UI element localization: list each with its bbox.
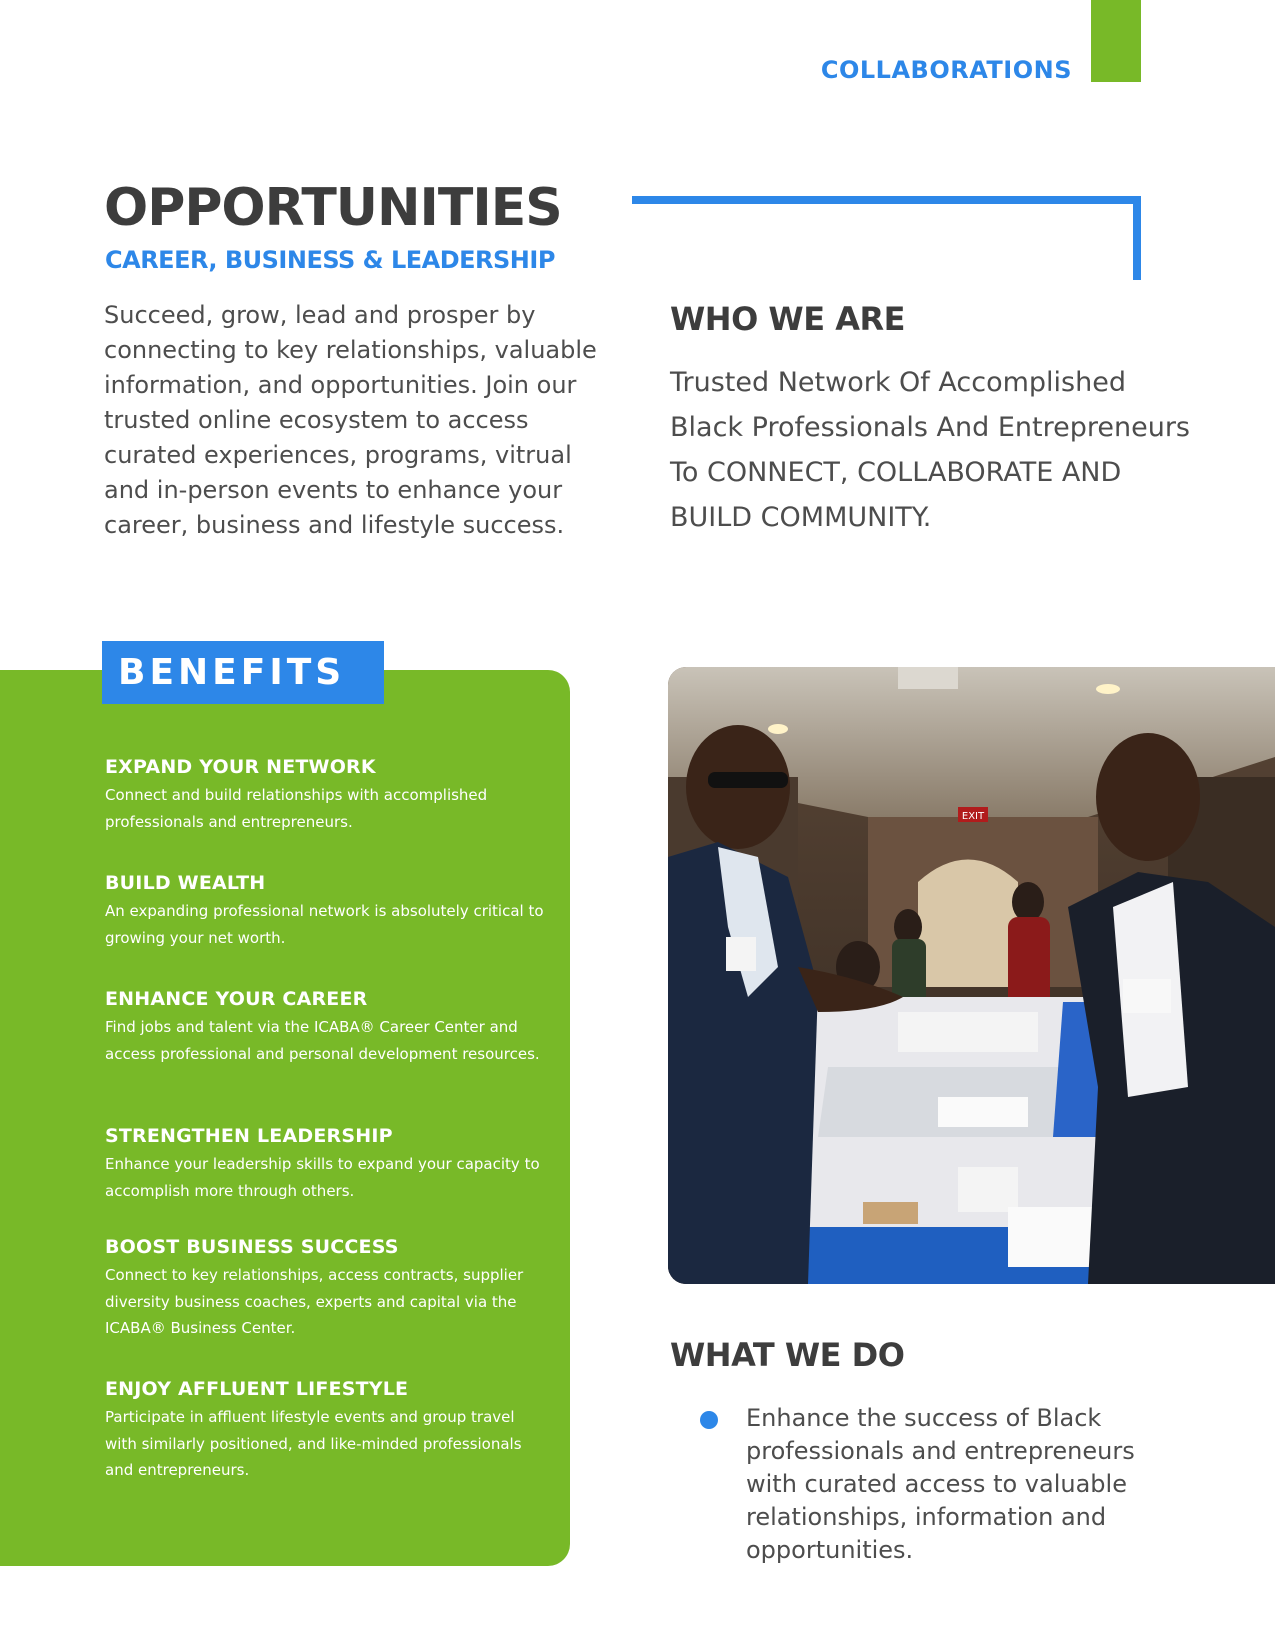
who-we-are-heading: WHO WE ARE	[670, 300, 905, 338]
who-we-are-text: Trusted Network Of Accomplished Black Professionals And Entrepreneurs To CONNECT, COLLABORATE AND BUILD COMMUNITY.	[670, 367, 1190, 533]
benefit-title: BOOST BUSINESS SUCCESS	[105, 1236, 399, 1258]
benefit-item	[105, 1236, 545, 1342]
benefit-item	[105, 1125, 545, 1204]
what-we-do-text: Enhance the success of Black professionals and entrepreneurs with curated access to valuable relationships, information and opportunities.	[746, 1404, 1135, 1564]
benefit-description: Enhance your leadership skills to expand your capacity to accomplish more through others.	[105, 1155, 540, 1200]
section-label: COLLABORATIONS	[820, 56, 1072, 84]
benefit-item	[105, 988, 545, 1067]
benefit-item	[105, 756, 545, 835]
benefit-title: ENHANCE YOUR CAREER	[105, 988, 368, 1010]
blue-bracket-line	[632, 196, 1141, 204]
blue-bracket-corner	[1133, 196, 1141, 280]
benefit-title: BUILD WEALTH	[105, 872, 266, 894]
benefit-title: ENJOY AFFLUENT LIFESTYLE	[105, 1378, 409, 1400]
benefit-description: An expanding professional network is absolutely critical to growing your net worth.	[105, 902, 544, 947]
benefit-description: Participate in affluent lifestyle events and group travel with similarly positioned, and like-minded professionals and entrepreneurs.	[105, 1408, 522, 1479]
what-we-do-heading: WHAT WE DO	[670, 1336, 905, 1374]
benefit-description: Connect and build relationships with accomplished professionals and entrepreneurs.	[105, 786, 488, 831]
page-title: OPPORTUNITIES	[104, 178, 562, 238]
benefit-title: STRENGTHEN LEADERSHIP	[105, 1125, 393, 1147]
networking-event-photo	[668, 667, 1275, 1284]
green-corner-tab	[1091, 0, 1141, 82]
benefit-title: EXPAND YOUR NETWORK	[105, 756, 376, 778]
intro-paragraph: Succeed, grow, lead and prosper by connecting to key relationships, valuable information, and opportunities. Join our trusted online ecosystem to access curated experiences, programs, vitrual and in-person events to enhance your career, business and lifestyle success.	[104, 301, 597, 539]
exit-sign-label: EXIT	[961, 811, 985, 822]
benefit-description: Connect to key relationships, access contracts, supplier diversity business coaches, experts and capital via the ICABA® Business Center.	[105, 1266, 524, 1337]
page-subtitle: CAREER, BUSINESS & LEADERSHIP	[105, 246, 555, 274]
bullet-dot-icon	[700, 1411, 718, 1429]
benefits-tag: BENEFITS	[102, 641, 384, 704]
benefit-description: Find jobs and talent via the ICABA® Career Center and access professional and personal development resources.	[105, 1018, 540, 1063]
benefit-item	[105, 872, 545, 951]
benefit-item	[105, 1378, 545, 1484]
